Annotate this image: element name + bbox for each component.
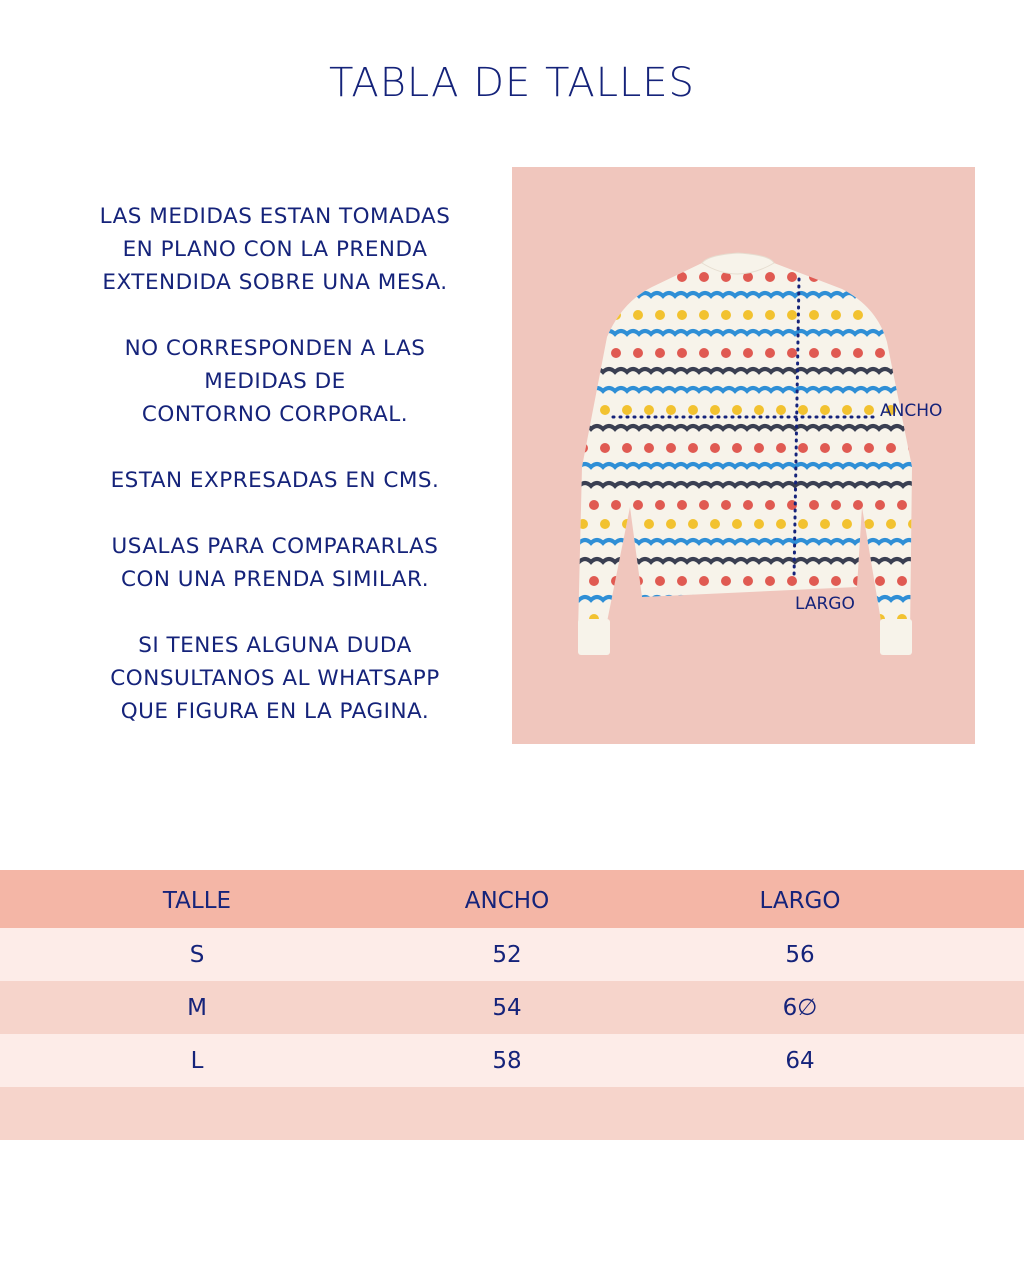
- cell-talle: L: [190, 1047, 204, 1074]
- knit-motif: [633, 272, 643, 282]
- sweater-illustration: [512, 167, 975, 744]
- knit-motif: [853, 310, 863, 320]
- knit-motif: [677, 310, 687, 320]
- knit-motif: [853, 576, 863, 586]
- paragraph-whatsapp: SI TENES ALGUNA DUDA CONSULTANOS AL WHATSAPP QUE FIGURA EN LA PAGINA.: [110, 633, 440, 724]
- knit-motif: [754, 443, 764, 453]
- page-title: TABLA DE TALLES: [329, 60, 695, 106]
- knit-motif: [732, 519, 742, 529]
- knit-motif: [666, 405, 676, 415]
- knit-motif: [655, 348, 665, 358]
- knit-motif: [578, 405, 588, 415]
- knit-motif: [567, 348, 577, 358]
- knit-motif: [699, 348, 709, 358]
- knit-motif: [699, 272, 709, 282]
- knit-motif: [853, 614, 863, 624]
- cell-largo: 56: [785, 941, 815, 968]
- knit-motif: [765, 576, 775, 586]
- knit-motif: [578, 443, 588, 453]
- sweater-photo: [512, 167, 975, 744]
- knit-motif: [710, 405, 720, 415]
- knit-motif: [677, 576, 687, 586]
- knit-motif: [655, 310, 665, 320]
- knit-motif: [886, 443, 896, 453]
- knit-motif: [864, 519, 874, 529]
- knit-motif: [743, 576, 753, 586]
- knit-motif: [853, 348, 863, 358]
- knit-motif: [776, 405, 786, 415]
- knit-motif: [787, 310, 797, 320]
- knit-motif: [567, 500, 577, 510]
- knit-motif: [853, 500, 863, 510]
- knit-motif: [743, 614, 753, 624]
- largo-label: LARGO: [795, 594, 855, 614]
- knit-motif: [743, 500, 753, 510]
- knit-motif: [721, 348, 731, 358]
- knit-motif: [787, 614, 797, 624]
- knit-motif: [600, 519, 610, 529]
- paragraph-measurement-method: LAS MEDIDAS ESTAN TOMADAS EN PLANO CON LA PRENDA EXTENDIDA SOBRE UNA MESA.: [99, 204, 451, 295]
- size-table: [0, 870, 1024, 1140]
- knit-motif: [622, 443, 632, 453]
- knit-motif: [886, 519, 896, 529]
- knit-motif: [831, 310, 841, 320]
- knit-motif: [831, 500, 841, 510]
- knit-motif: [897, 348, 907, 358]
- knit-motif: [875, 576, 885, 586]
- knit-motif: [688, 443, 698, 453]
- cell-ancho: 52: [492, 941, 522, 968]
- table-row: [0, 928, 1024, 981]
- knit-motif: [677, 500, 687, 510]
- knit-motif: [820, 405, 830, 415]
- knit-motif: [864, 405, 874, 415]
- knit-motif: [721, 500, 731, 510]
- knit-motif: [765, 348, 775, 358]
- knit-motif: [809, 348, 819, 358]
- knit-motif: [633, 500, 643, 510]
- knit-motif: [655, 500, 665, 510]
- cell-talle: S: [189, 941, 205, 968]
- knit-motif: [622, 405, 632, 415]
- knit-motif: [831, 348, 841, 358]
- cell-largo: 6∅: [782, 994, 818, 1021]
- knit-motif: [787, 348, 797, 358]
- knit-motif: [897, 500, 907, 510]
- cell-largo: 64: [785, 1047, 815, 1074]
- knit-motif: [897, 272, 907, 282]
- knit-motif: [798, 443, 808, 453]
- knit-motif: [765, 310, 775, 320]
- instructions: [70, 200, 480, 761]
- knit-motif: [611, 348, 621, 358]
- knit-motif: [754, 405, 764, 415]
- knit-motif: [611, 272, 621, 282]
- knit-motif: [765, 500, 775, 510]
- knit-motif: [721, 614, 731, 624]
- knit-motif: [633, 310, 643, 320]
- knit-motif: [875, 272, 885, 282]
- cell-talle: M: [187, 994, 207, 1021]
- knit-motif: [875, 348, 885, 358]
- knit-motif: [908, 443, 918, 453]
- knit-motif: [633, 614, 643, 624]
- knit-motif: [765, 272, 775, 282]
- paragraph-units: ESTAN EXPRESADAS EN CMS.: [110, 468, 440, 493]
- paragraph-body-contour: NO CORRESPONDEN A LAS MEDIDAS DE CONTORNO CORPORAL.: [124, 336, 426, 427]
- knit-motif: [589, 310, 599, 320]
- header-largo: LARGO: [759, 888, 841, 914]
- header-ancho: ANCHO: [464, 888, 550, 914]
- paragraph-compare: USALAS PARA COMPARARLAS CON UNA PRENDA SIMILAR.: [111, 534, 439, 592]
- knit-motif: [589, 272, 599, 282]
- knit-motif: [743, 310, 753, 320]
- knit-motif: [677, 272, 687, 282]
- knit-motif: [611, 500, 621, 510]
- knit-motif: [688, 405, 698, 415]
- knit-motif: [908, 519, 918, 529]
- knit-motif: [655, 272, 665, 282]
- knit-motif: [600, 443, 610, 453]
- knit-motif: [776, 519, 786, 529]
- knit-motif: [567, 576, 577, 586]
- knit-motif: [776, 443, 786, 453]
- table-header-row: [0, 870, 1024, 928]
- knit-motif: [611, 310, 621, 320]
- table-row-empty: [0, 1087, 1024, 1140]
- knit-motif: [853, 272, 863, 282]
- knit-motif: [644, 519, 654, 529]
- knit-motif: [710, 519, 720, 529]
- knit-motif: [699, 310, 709, 320]
- knit-motif: [897, 310, 907, 320]
- knit-motif: [809, 310, 819, 320]
- knit-motif: [721, 576, 731, 586]
- knit-motif: [820, 519, 830, 529]
- knit-motif: [710, 443, 720, 453]
- knit-wave: [567, 597, 927, 600]
- knit-motif: [622, 519, 632, 529]
- knit-motif: [765, 614, 775, 624]
- knit-motif: [787, 576, 797, 586]
- knit-motif: [677, 614, 687, 624]
- knit-motif: [809, 576, 819, 586]
- knit-motif: [864, 443, 874, 453]
- knit-motif: [732, 443, 742, 453]
- knit-motif: [666, 443, 676, 453]
- knit-motif: [677, 348, 687, 358]
- knit-motif: [721, 310, 731, 320]
- knit-motif: [831, 576, 841, 586]
- knit-motif: [688, 519, 698, 529]
- knit-motif: [644, 443, 654, 453]
- knit-motif: [842, 443, 852, 453]
- knit-motif: [578, 519, 588, 529]
- cell-ancho: 54: [492, 994, 522, 1021]
- knit-motif: [633, 576, 643, 586]
- knit-motif: [567, 272, 577, 282]
- knit-motif: [655, 614, 665, 624]
- table-row: [0, 1034, 1024, 1087]
- knit-motif: [842, 405, 852, 415]
- header-talle: TALLE: [162, 888, 232, 914]
- knit-motif: [754, 519, 764, 529]
- knit-motif: [831, 272, 841, 282]
- knit-motif: [787, 272, 797, 282]
- knit-motif: [589, 576, 599, 586]
- knit-motif: [589, 348, 599, 358]
- knit-motif: [644, 405, 654, 415]
- knit-motif: [633, 348, 643, 358]
- knit-motif: [875, 500, 885, 510]
- knit-motif: [600, 405, 610, 415]
- knit-motif: [699, 500, 709, 510]
- cell-ancho: 58: [492, 1047, 522, 1074]
- knit-motif: [699, 576, 709, 586]
- knit-motif: [809, 500, 819, 510]
- knit-motif: [611, 576, 621, 586]
- knit-motif: [842, 519, 852, 529]
- knit-motif: [655, 576, 665, 586]
- knit-wave: [567, 293, 927, 296]
- knit-motif: [798, 405, 808, 415]
- knit-motif: [699, 614, 709, 624]
- knit-motif: [897, 576, 907, 586]
- knit-motif: [831, 614, 841, 624]
- knit-motif: [666, 519, 676, 529]
- knit-motif: [809, 614, 819, 624]
- knit-motif: [798, 519, 808, 529]
- knit-motif: [611, 614, 621, 624]
- knit-motif: [820, 443, 830, 453]
- knit-motif: [875, 310, 885, 320]
- knit-motif: [567, 614, 577, 624]
- table-row: [0, 981, 1024, 1034]
- knit-motif: [567, 310, 577, 320]
- knit-motif: [809, 272, 819, 282]
- knit-motif: [743, 348, 753, 358]
- knit-motif: [732, 405, 742, 415]
- knit-motif: [589, 500, 599, 510]
- ancho-label: ANCHO: [880, 401, 943, 421]
